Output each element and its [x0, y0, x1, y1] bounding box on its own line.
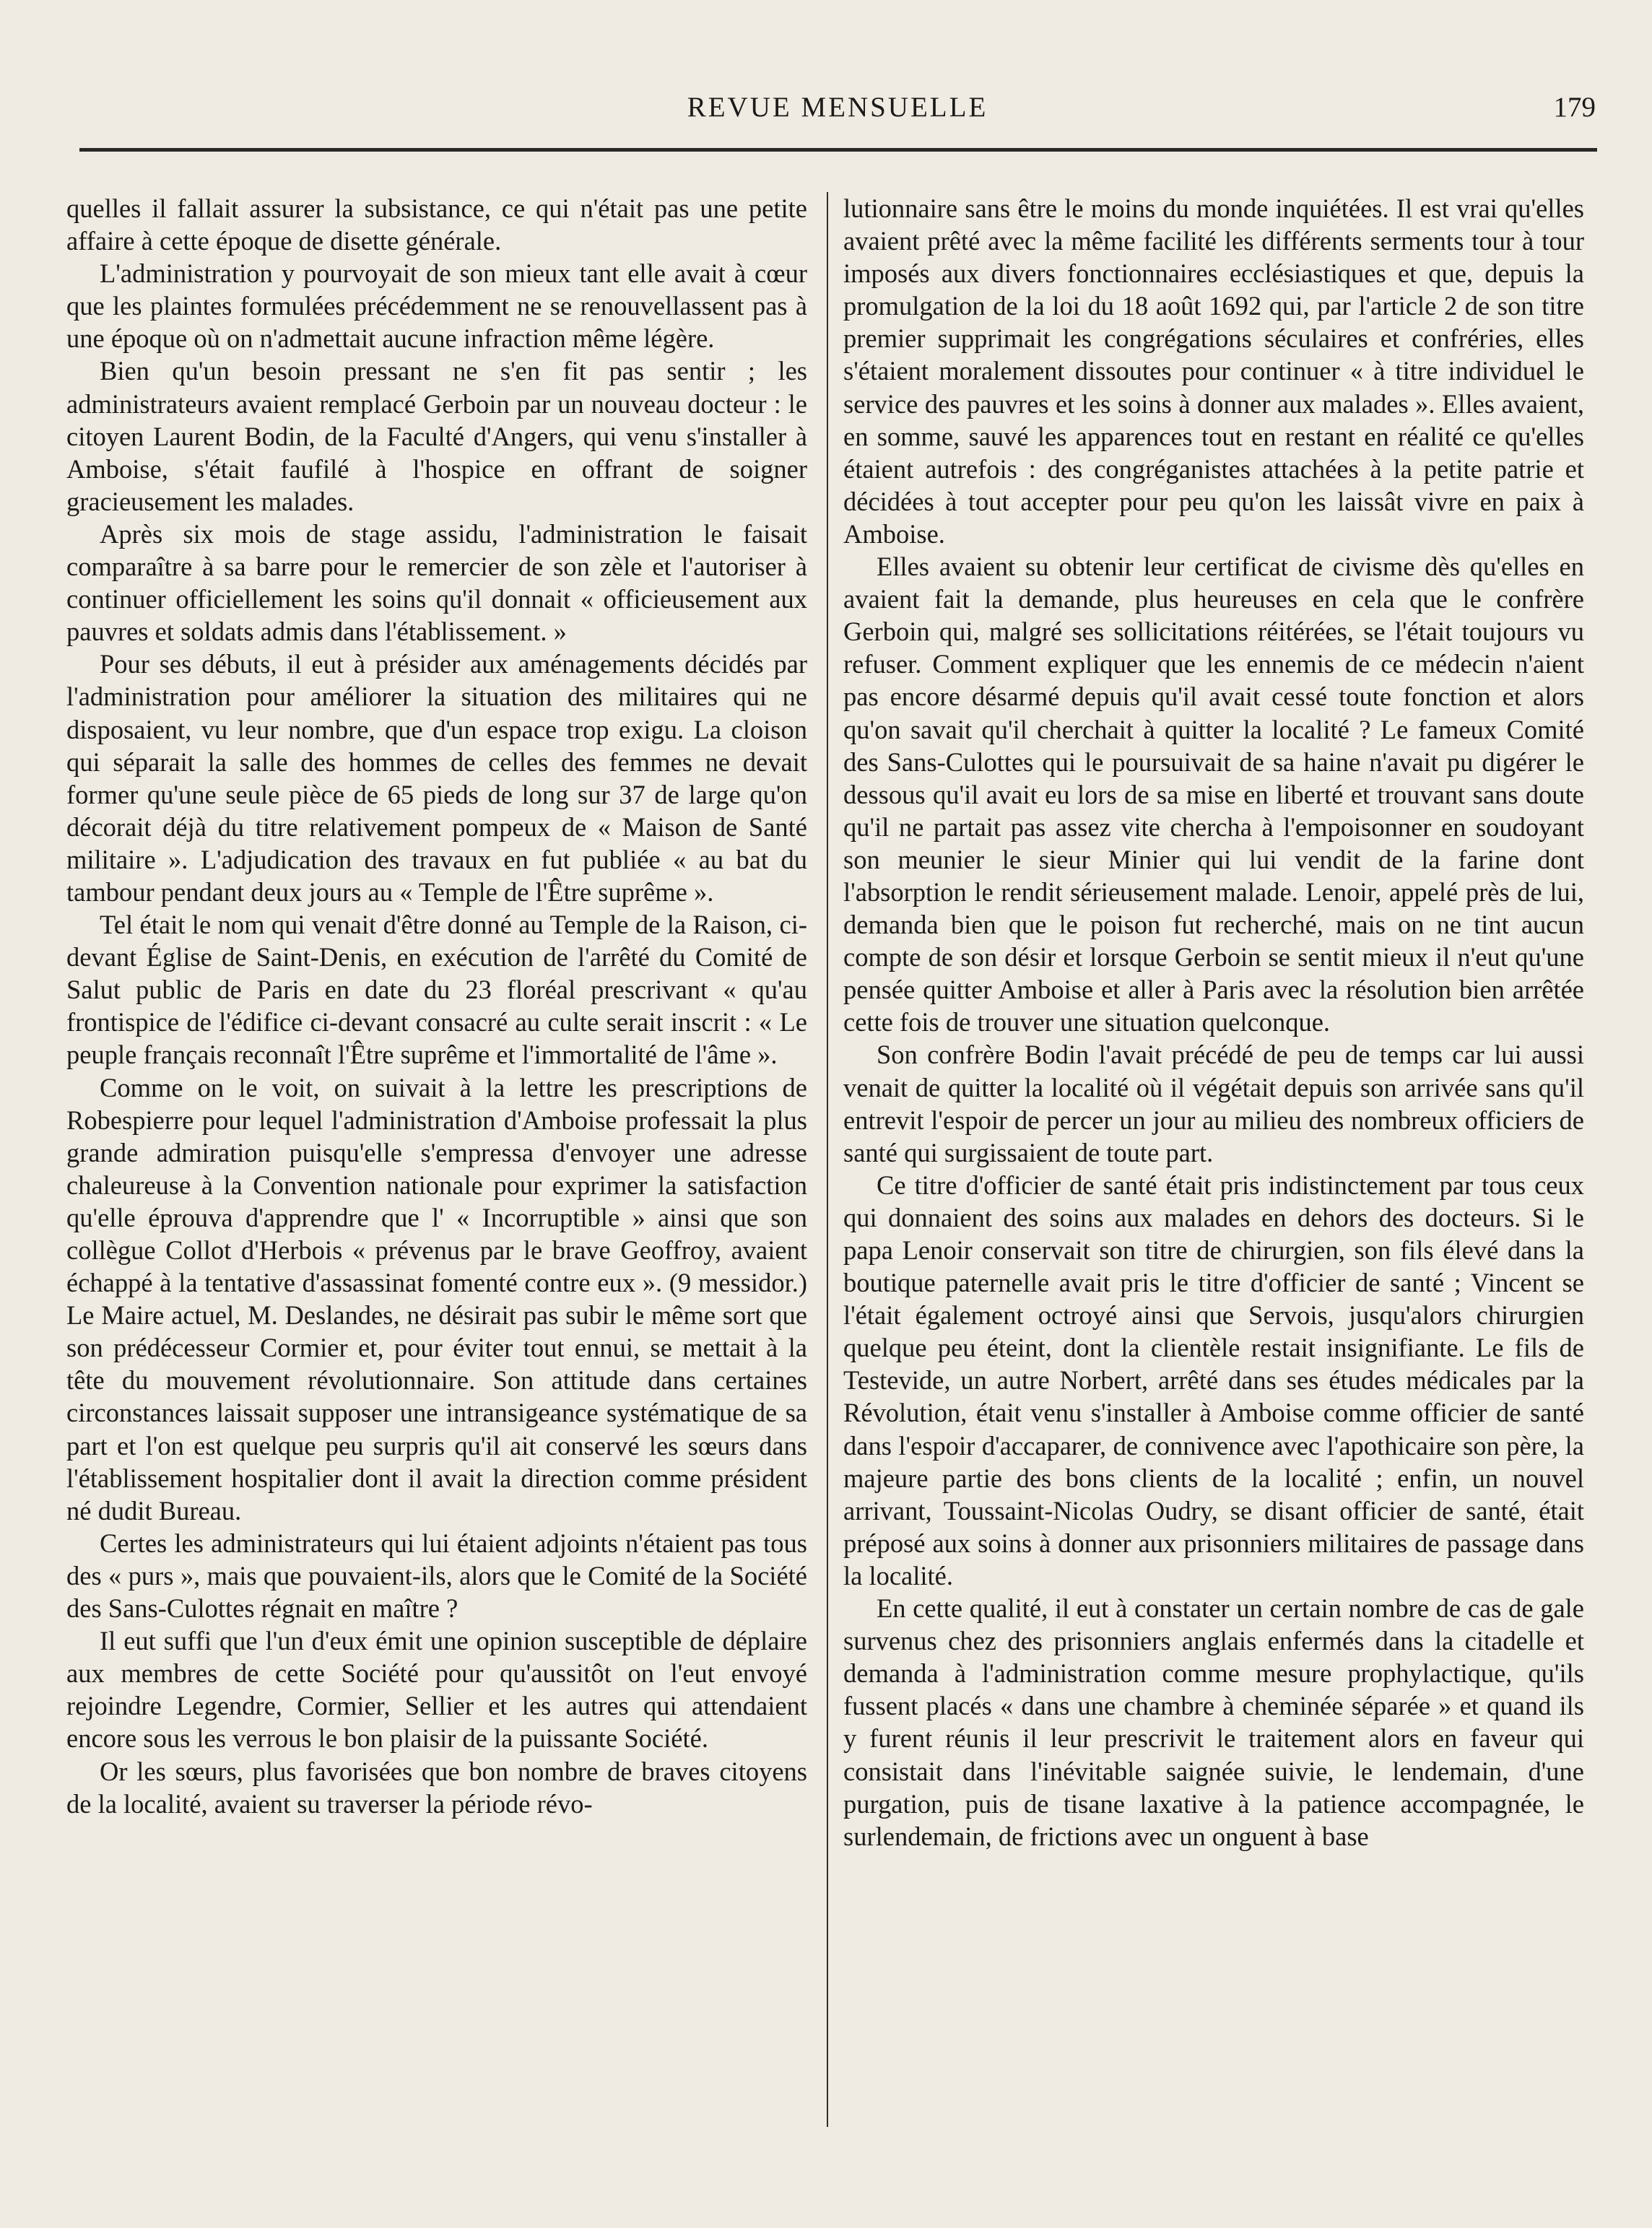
paragraph: Or les sœurs, plus favorisées que bon nombre de braves citoyens de la localité, avaient su traverser la période révo-: [66, 1756, 807, 1819]
paragraph: Comme on le voit, on suivait à la lettre les prescriptions de Robespierre pour lequel l'administration d'Amboise professait la plus grande admiration puisqu'elle s'empressa d'envoyer une adresse chaleureuse à la Convention nationale pour exprimer la satisfaction qu'elle éprouva d'apprendre que l' « Incorruptible » ainsi que son collègue Collot d'Herbois « prévenus par le brave Geoffroy, avaient échappé à la tentative d'assassinat fomenté contre eux ». (9 messidor.) Le Maire actuel, M. Deslandes, ne désirait pas subir le même sort que son prédécesseur Cormier et, pour éviter tout ennui, se mettait à la tête du mouvement révolutionnaire. Son attitude dans certaines circonstances laissait supposer une intransigeance systématique de sa part et l'on est quelque peu surpris qu'il ait conservé les sœurs dans l'établissement hospitalier dont il avait la direction comme président né dudit Bureau.: [66, 1072, 807, 1526]
paragraph: Ce titre d'officier de santé était pris indistinctement par tous ceux qui donnaient des soins aux malades en dehors des docteurs. Si le papa Lenoir conservait son titre de chirurgien, son fils élevé dans la boutique paternelle avait pris le titre d'officier de santé ; Vincent se l'était également octroyé ainsi que Servois, jusqu'alors chirurgien quelque peu éteint, dont la clientèle restait insignifiante. Le fils de Testevide, un autre Norbert, arrêté dans ses études médicales par la Révolution, était venu s'installer à Amboise comme officier de santé dans l'espoir d'accaparer, de connivence avec l'apothicaire son père, la majeure partie des bons clients de la localité ; enfin, un nouvel arrivant, Toussaint-Nicolas Oudry, se disant officier de santé, était préposé aux soins à donner aux prisonniers militaires de passage dans la localité.: [843, 1170, 1584, 1591]
paragraph: Son confrère Bodin l'avait précédé de peu de temps car lui aussi venait de quitter la localité où il végétait depuis son arrivée sans qu'il entrevit l'espoir de percer un jour au milieu des nombreux officiers de santé qui surgissaient de toute part.: [843, 1040, 1584, 1167]
paragraph: En cette qualité, il eut à constater un certain nombre de cas de gale survenus chez des prisonniers anglais enfermés dans la citadelle et demanda à l'administration comme mesure prophylactique, qu'ils fussent placés « dans une chambre à cheminée séparée » et quand ils y furent réunis il leur prescrivit le traitement alors en faveur qui consistait dans l'inévitable saignée suivie, le lendemain, d'une purgation, puis de tisane laxative à la patience accompagnée, le surlendemain, de frictions avec un onguent à base: [843, 1593, 1584, 1851]
page-number: 179: [1553, 92, 1596, 123]
right-column: [843, 192, 1584, 1853]
paragraph: L'administration y pourvoyait de son mieux tant elle avait à cœur que les plaintes formulées précédemment ne se renouvellassent pas à une époque où on n'admettait aucune infraction même légère.: [66, 258, 807, 354]
paragraph: lutionnaire sans être le moins du monde inquiétées. Il est vrai qu'elles avaient prêté avec la même facilité les différents serments tour à tour imposés aux divers fonctionnaires ecclésiastiques et que, depuis la promulgation de la loi du 18 août 1692 qui, par l'article 2 de son titre premier supprimait les congrégations séculaires et confréries, elles s'étaient moralement dissoutes pour continuer « à titre individuel le service des pauvres et les soins à donner aux malades ». Elles avaient, en somme, sauvé les apparences tout en restant en réalité ce qu'elles étaient autrefois : des congréganistes attachées à la petite patrie et décidées à tout accepter pour peu qu'on les laissât vivre en paix à Amboise.: [843, 193, 1584, 549]
paragraph: Bien qu'un besoin pressant ne s'en fit pas sentir ; les administrateurs avaient remplacé Gerboin par un nouveau docteur : le citoyen Laurent Bodin, de la Faculté d'Angers, qui venu s'installer à Amboise, s'était faufilé à l'hospice en offrant de soigner gracieusement les malades.: [66, 356, 807, 516]
column-divider: [827, 192, 828, 2127]
paragraph: Il eut suffi que l'un d'eux émit une opinion susceptible de déplaire aux membres de cette Société pour qu'aussitôt on l'eut envoyé rejoindre Legendre, Cormier, Sellier et les autres qui attendaient encore sous les verrous le bon plaisir de la puissante Société.: [66, 1626, 807, 1754]
paragraph: Certes les administrateurs qui lui étaient adjoints n'étaient pas tous des « purs », mais que pouvaient-ils, alors que le Comité de la Société des Sans-Culottes régnait en maître ?: [66, 1528, 807, 1624]
page-header: [79, 91, 1596, 134]
running-title: REVUE MENSUELLE: [687, 92, 988, 123]
paragraph: Après six mois de stage assidu, l'administration le faisait comparaître à sa barre pour le remercier de son zèle et l'autoriser à continuer officiellement les soins qu'il donnait « officieusement aux pauvres et soldats admis dans l'établissement. »: [66, 518, 807, 647]
paragraph: Tel était le nom qui venait d'être donné au Temple de la Raison, ci-devant Église de Saint-Denis, en exécution de l'arrêté du Comité de Salut public de Paris en date du 23 floréal prescrivant « qu'au frontispice de l'édifice ci-devant consacré au culte serait inscrit : « Le peuple français reconnaît l'Être suprême et l'immortalité de l'âme ».: [66, 910, 807, 1070]
header-rule: [79, 148, 1597, 152]
paragraph: Elles avaient su obtenir leur certificat de civisme dès qu'elles en avaient fait la demande, plus heureuses en cela que le confrère Gerboin qui, malgré ses sollicitations réitérées, se l'était toujours vu refuser. Comment expliquer que les ennemis de ce médecin n'aient pas encore désarmé depuis qu'il avait cessé toute fonction et alors qu'on savait qu'il cherchait à quitter la localité ? Le fameux Comité des Sans-Culottes qui le poursuivait de sa haine n'avait pu digérer le dessous qu'il avait eu lors de sa mise en liberté et trouvant sans doute qu'il ne partait pas assez vite chercha à l'empoisonner en soudoyant son meunier le sieur Minier qui lui vendit de la farine dont l'absorption le rendit sérieusement malade. Lenoir, appelé près de lui, demanda bien que le poison fut recherché, mais on ne tint aucun compte de son désir et lorsque Gerboin se sentit mieux il n'eut qu'une pensée quitter Amboise et aller à Paris avec la résolution bien arrêtée cette fois de trouver une situation quelconque.: [843, 552, 1584, 1037]
paragraph: quelles il fallait assurer la subsistance, ce qui n'était pas une petite affaire à cette époque de disette générale.: [66, 193, 807, 256]
left-column: [66, 192, 807, 1820]
paragraph: Pour ses débuts, il eut à présider aux aménagements décidés par l'administration pour améliorer la situation des militaires qui ne disposaient, vu leur nombre, que d'un espace trop exigu. La cloison qui séparait la salle des hommes de celles des femmes ne devait former qu'une seule pièce de 65 pieds de long sur 37 de large qu'on décorait déjà du titre relativement pompeux de « Maison de Santé militaire ». L'adjudication des travaux en fut publiée « au bat du tambour pendant deux jours au « Temple de l'Être suprême ».: [66, 649, 807, 907]
